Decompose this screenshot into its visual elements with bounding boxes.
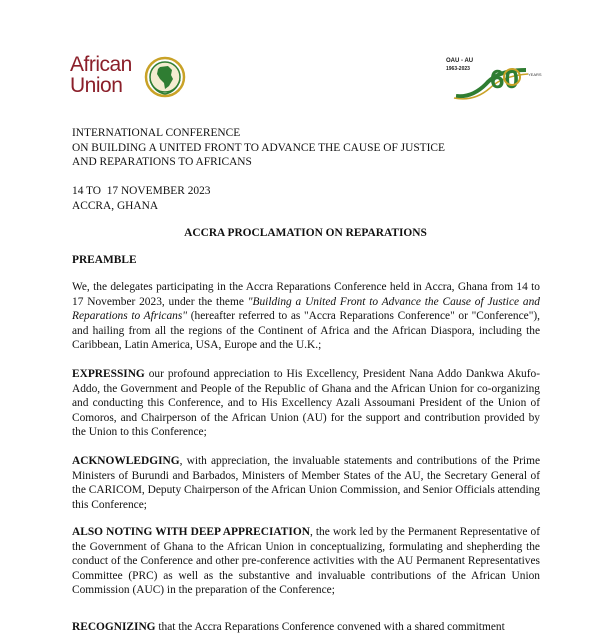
p1-text-a: We, the delegates participating in the Accra Reparations Conference held in Accra, Ghana from 14 to 17 November 2023, under the theme: [72, 281, 540, 308]
paragraph-also-noting: [72, 525, 540, 598]
jubilee-emblem-icon: [442, 54, 542, 104]
jubilee-line1: OAU - AU: [446, 58, 474, 64]
document-title: ACCRA PROCLAMATION ON REPARATIONS: [184, 227, 427, 239]
au-logo-line1: African: [70, 53, 132, 76]
dates-line1: 14 TO 17 NOVEMBER 2023: [72, 185, 211, 197]
p5-keyword: RECOGNIZING: [72, 621, 156, 633]
paragraph-acknowledging: [72, 454, 540, 512]
paragraph-recognizing: [72, 620, 540, 635]
au-logo-line2: Union: [70, 74, 123, 97]
jubilee-tag: YEARS: [528, 72, 542, 77]
oau-au-60-years-logo: [442, 54, 542, 104]
conference-line3: AND REPARATIONS TO AFRICANS: [72, 156, 252, 169]
p2-keyword: EXPRESSING: [72, 368, 145, 380]
dates-line2: ACCRA, GHANA: [72, 199, 159, 212]
p4-keyword: ALSO NOTING WITH DEEP APPRECIATION: [72, 526, 310, 538]
p3-keyword: ACKNOWLEDGING: [72, 455, 180, 467]
au-emblem-icon: [144, 56, 186, 98]
preamble-heading: PREAMBLE: [72, 254, 137, 266]
conference-dates: [72, 184, 542, 213]
p3-text: , with appreciation, the invaluable statements and contributions of the Prime Ministers of Burundi and Barbados, Ministers of Member States of the AU, the Secretary General of the CARICOM, Deputy Chairperson of the African Union Commission, and Senior Officials attending this Conference;: [72, 455, 541, 511]
african-union-logo: [70, 54, 200, 102]
p1-theme: "Building a United Front to Advance the Cause of Justice and Reparations to Africans": [72, 295, 540, 323]
paragraph-intro: [72, 280, 540, 353]
conference-heading: [72, 126, 542, 170]
jubilee-number: 60: [490, 64, 519, 94]
conference-line1: INTERNATIONAL CONFERENCE: [72, 127, 241, 139]
conference-line2: ON BUILDING A UNITED FRONT TO ADVANCE THE CAUSE OF JUSTICE: [72, 141, 445, 154]
p2-text: our profound appreciation to His Excellency, President Nana Addo Dankwa Akufo-Addo, the Government and People of the Republic of Ghana and the African Union for co-organizing and conducting this Conference, and to His Excellency Azali Assoumani President of the Union of Comoros, and Chairperson of the African Union (AU) for the support and contribution provided by the Union to this Conference;: [72, 368, 540, 439]
p4-text: , the work led by the Permanent Representative of the Government of Ghana to the African Union in conceptualizing, formulating and shepherding the conduct of the Conference and other pre-conference activities with the AU Permanent Representatives Committee (PRC) as well as the substantive and invaluable contributions of the African Union Commission (AUC) in the preparation of the Conference;: [72, 526, 540, 597]
paragraph-expressing: [72, 367, 540, 440]
au-logo-text: [70, 54, 132, 96]
p1-text-b: (hereafter referred to as "Accra Reparations Conference" or "Conference"), and hailing from all the regions of the Continent of Africa and the African Diaspora, including the Caribbean, Latin America, USA, Europe and the U.K.;: [72, 310, 540, 352]
jubilee-line2: 1963-2023: [446, 66, 470, 72]
p5-text: that the Accra Reparations Conference convened with a shared commitment: [155, 621, 505, 633]
